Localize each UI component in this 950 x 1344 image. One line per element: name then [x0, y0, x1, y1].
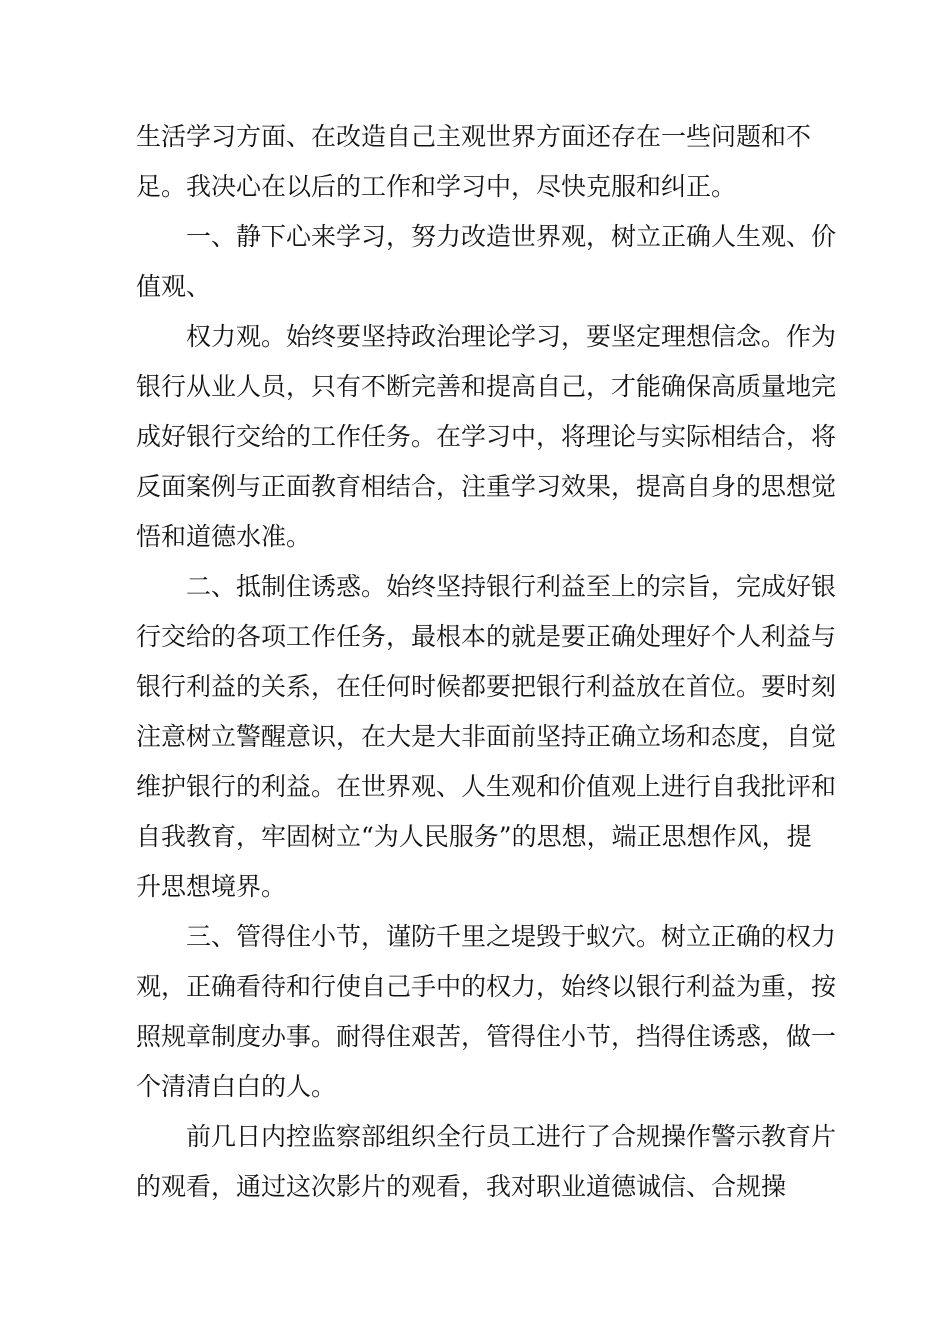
paragraph-2: 一、静下心来学习，努力改造世界观，树立正确人生观、价值观、 [136, 222, 837, 301]
document-body [136, 112, 836, 1212]
paragraph-1: 生活学习方面、在改造自己主观世界方面还存在一些问题和不足。我决心在以后的工作和学习中，尽快克服和纠正。 [136, 122, 812, 201]
paragraph-4: 二、抵制住诱惑。始终坚持银行利益至上的宗旨，完成好银行交给的各项工作任务，最根本的就是要正确处理好个人利益与银行利益的关系，在任何时候都要把银行利益放在首位。要时刻注意树立警醒意识，在大是大非面前坚持正确立场和态度，自觉维护银行的利益。在世界观、人生观和价值观上进行自我批评和自我教育，牢固树立“为人民服务”的思想，端正思想作风，提升思想境界。 [136, 572, 837, 901]
paragraph-6: 前几日内控监察部组织全行员工进行了合规操作警示教育片的观看，通过这次影片的观看，我对职业道德诚信、合规操 [136, 1122, 837, 1201]
paragraph-5: 三、管得住小节，谨防千里之堤毁于蚁穴。树立正确的权力观，正确看待和行使自己手中的权力，始终以银行利益为重，按照规章制度办事。耐得住艰苦，管得住小节，挡得住诱惑，做一个清清白白的人。 [136, 922, 837, 1101]
paragraph-3: 权力观。始终要坚持政治理论学习，要坚定理想信念。作为银行从业人员，只有不断完善和提高自己，才能确保高质量地完成好银行交给的工作任务。在学习中，将理论与实际相结合，将反面案例与正面教育相结合，注重学习效果，提高自身的思想觉悟和道德水准。 [136, 322, 837, 551]
